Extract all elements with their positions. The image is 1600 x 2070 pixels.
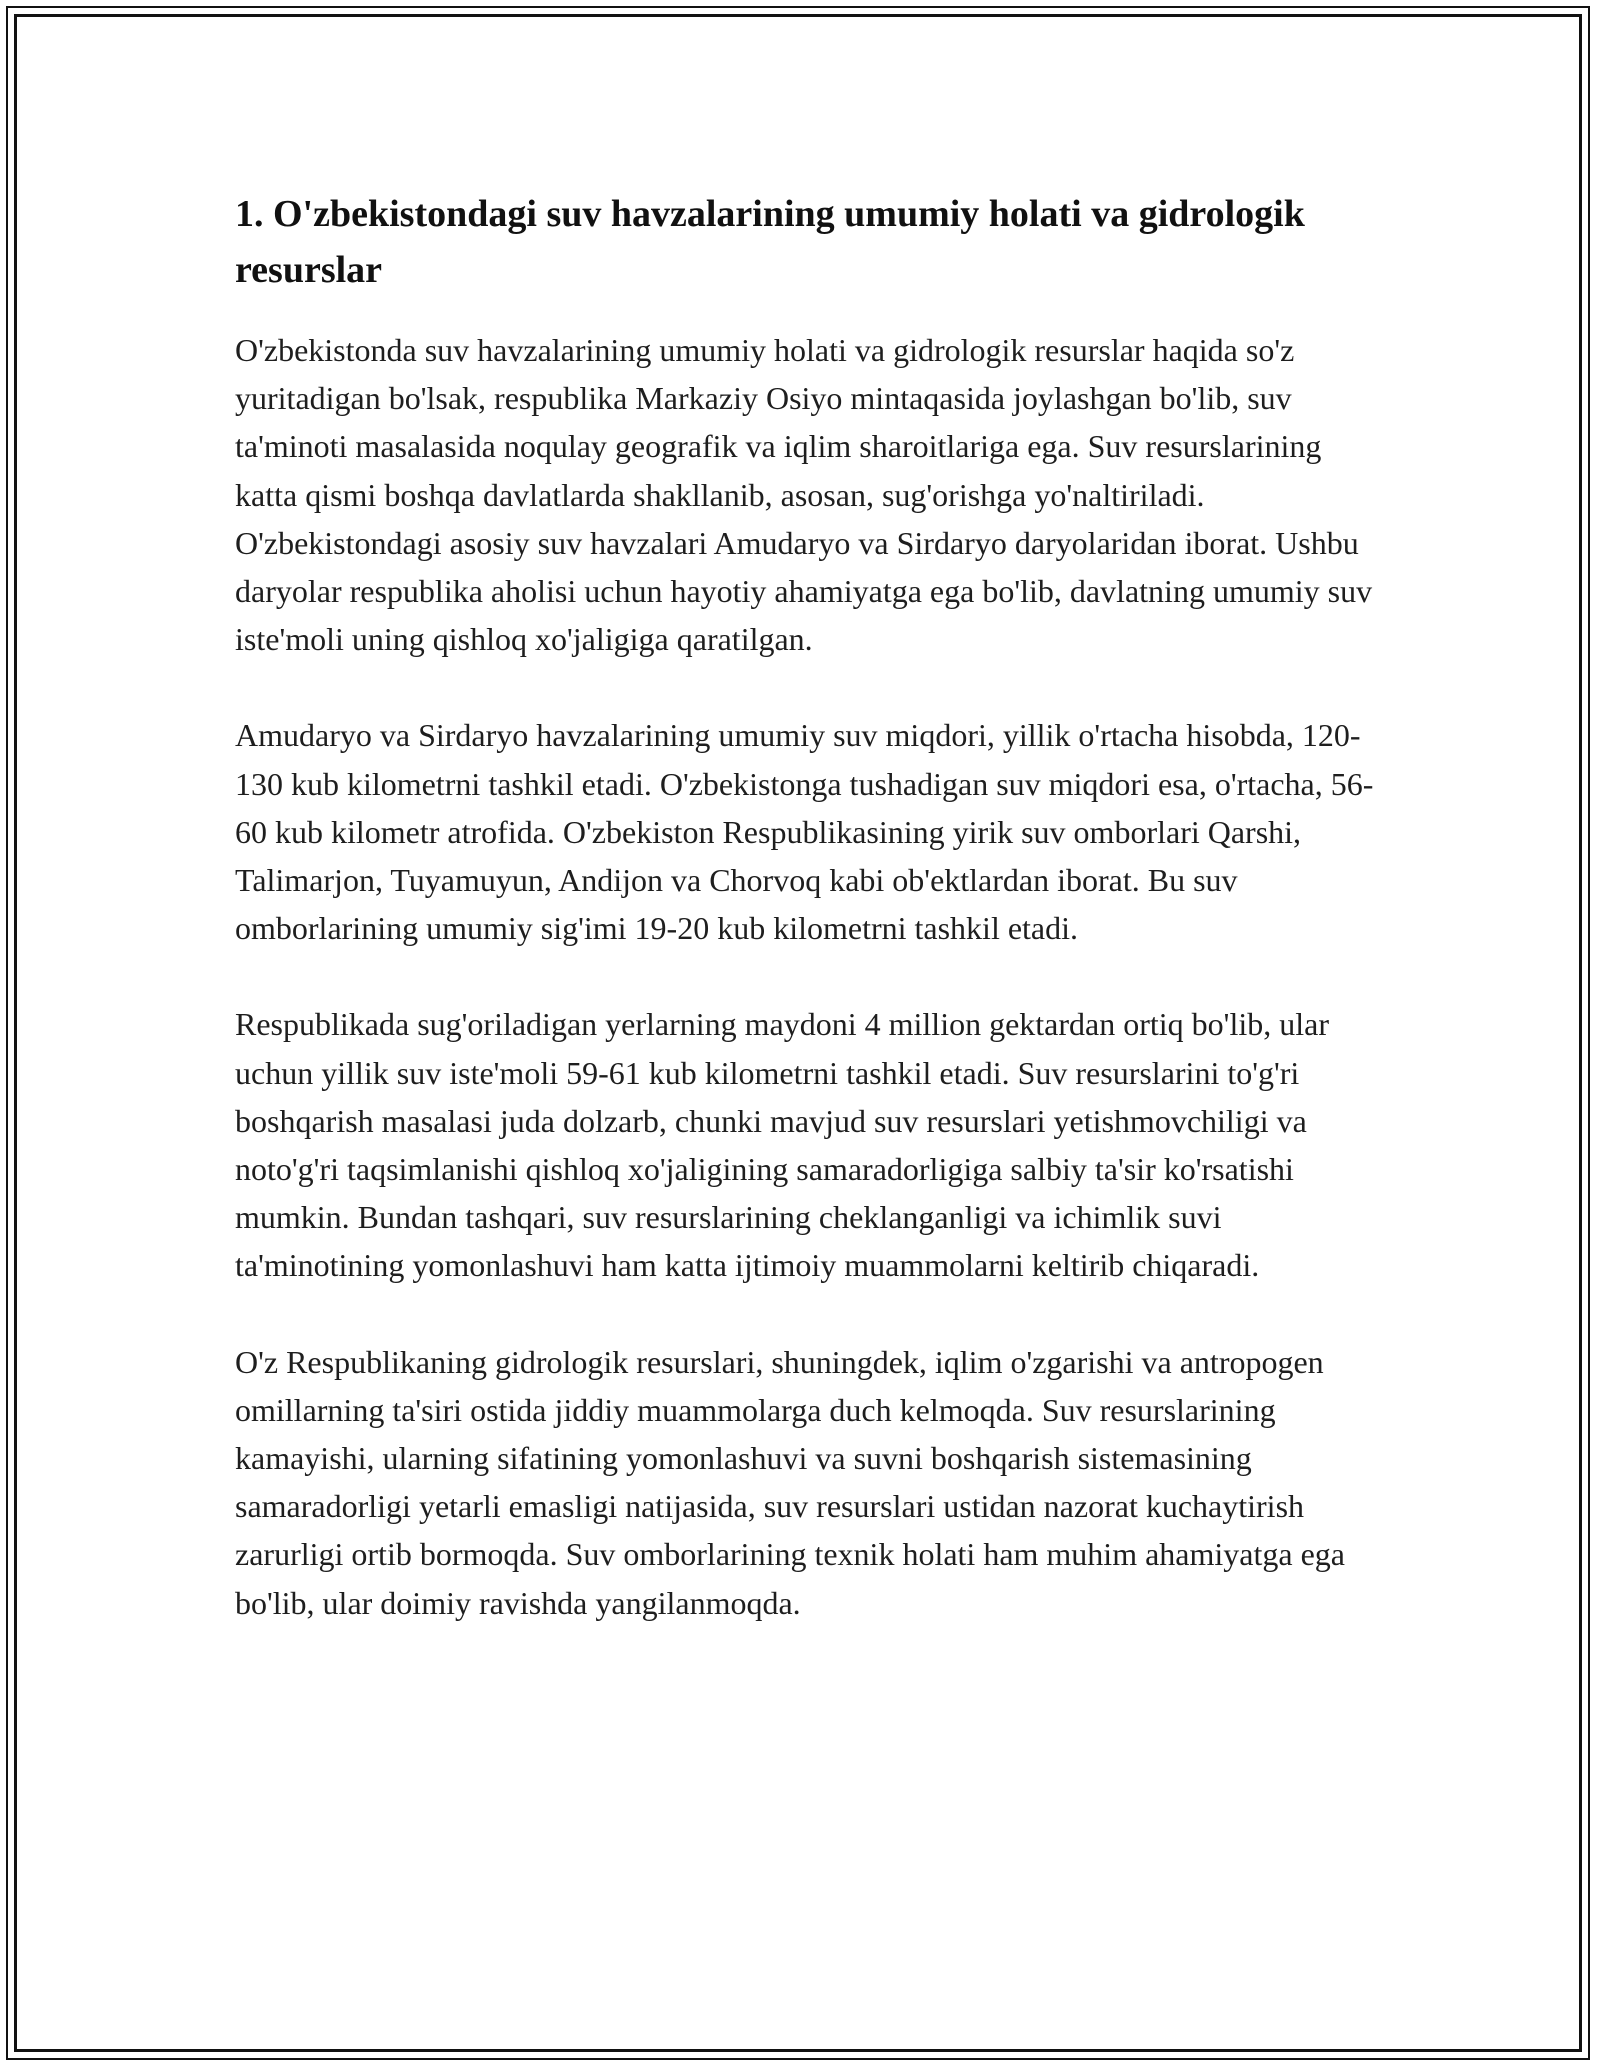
paragraph-2: Amudaryo va Sirdaryo havzalarining umumiy suv miqdori, yillik o'rtacha hisobda, 120-130 kub kilometrni tashkil etadi. O'zbekistonga tushadigan suv miqdori esa, o'rtacha, 56-60 kub kilometr atrofida. O'zbekiston Respublikasining yirik suv omborlari Qarshi, Talimarjon, Tuyamuyun, Andijon va Chorvoq kabi ob'ektlardan iborat. Bu suv omborlarining umumiy sig'imi 19-20 kub kilometrni tashkil etadi. bbox=[235, 717, 1374, 947]
paragraph-4: O'z Respublikaning gidrologik resurslari, shuningdek, iqlim o'zgarishi va antropogen omillarning ta'siri ostida jiddiy muammolarga duch kelmoqda. Suv resurslarining kamayishi, ularning sifatining yomonlashuvi va suvni boshqarish sistemasining samaradorligi yetarli emasligi natijasida, suv resurslari ustidan nazorat kuchaytirish zarurligi ortib bormoqda. Suv omborlarining texnik holati ham muhim ahamiyatga ega bo'lib, ular doimiy ravishda yangilanmoqda. bbox=[235, 1343, 1345, 1621]
section-title: 1. O'zbekistondagi suv havzalarining umumiy holati va gidrologik resurslar bbox=[235, 193, 1305, 291]
paragraph-3: Respublikada sug'oriladigan yerlarning maydoni 4 million gektardan ortiq bo'lib, ular uchun yillik suv iste'moli 59-61 kub kilometrni tashkil etadi. Suv resurslarini to'g'ri boshqarish masalasi juda dolzarb, chunki mavjud suv resurslari yetishmovchiligi va noto'g'ri taqsimlanishi qishloq xo'jaligining samaradorligiga salbiy ta'sir ko'rsatishi mumkin. Bundan tashqari, suv resurslarining cheklanganligi va ichimlik suvi ta'minotining yomonlashuvi ham katta ijtimoiy muammolarni keltirib chiqaradi. bbox=[235, 1006, 1329, 1284]
paragraph-1: O'zbekistonda suv havzalarining umumiy holati va gidrologik resurslar haqida so'z yuritadigan bo'lsak, respublika Markaziy Osiyo mintaqasida joylashgan bo'lib, suv ta'minoti masalasida noqulay geografik va iqlim sharoitlariga ega. Suv resurslarining katta qismi boshqa davlatlarda shakllanib, asosan, sug'orishga yo'naltiriladi. O'zbekistondagi asosiy suv havzalari Amudaryo va Sirdaryo daryolaridan iborat. Ushbu daryolar respublika aholisi uchun hayotiy ahamiyatga ega bo'lib, davlatning umumiy suv iste'moli uning qishloq xo'jaligiga qaratilgan. bbox=[235, 332, 1373, 658]
document-body bbox=[235, 186, 1375, 1675]
